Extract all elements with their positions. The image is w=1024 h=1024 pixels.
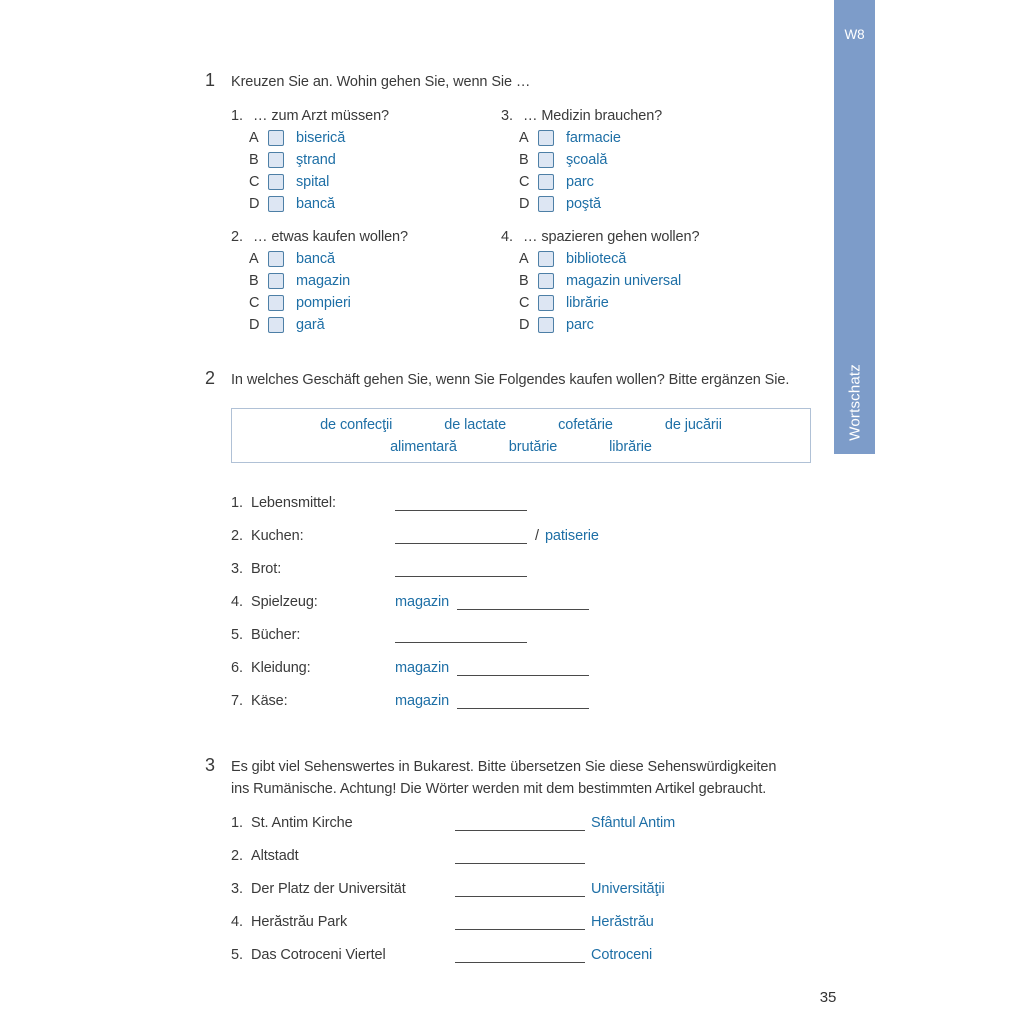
checkbox[interactable]	[268, 317, 284, 333]
exercise-1-title: Kreuzen Sie an. Wohin gehen Sie, wenn Sie …	[231, 74, 531, 90]
fill-item-1	[231, 492, 811, 514]
word-bank-box	[231, 408, 811, 463]
checkbox[interactable]	[538, 152, 554, 168]
option-row	[519, 292, 801, 314]
option-letter: C	[249, 174, 260, 190]
item-label: Der Platz der Universität	[251, 881, 406, 897]
option-label: magazin universal	[566, 273, 682, 289]
answer-blank[interactable]	[455, 848, 585, 864]
option-letter: B	[519, 152, 529, 168]
answer-text: Universităţii	[591, 881, 665, 897]
question-2	[231, 226, 531, 336]
option-row	[249, 193, 531, 215]
option-letter: B	[249, 273, 259, 289]
option-letter: B	[519, 273, 529, 289]
translate-item-5	[231, 944, 811, 966]
answer-blank[interactable]	[457, 660, 589, 676]
option-letter: D	[519, 317, 530, 333]
option-label: gară	[296, 317, 325, 333]
option-row	[249, 314, 531, 336]
option-row	[519, 270, 801, 292]
answer-blank[interactable]	[395, 528, 527, 544]
answer-blank[interactable]	[455, 914, 585, 930]
word-bank-word: librărie	[609, 439, 652, 455]
word-bank-word: de confecţii	[320, 417, 393, 433]
checkbox[interactable]	[538, 130, 554, 146]
option-label: ştrand	[296, 152, 336, 168]
option-label: bancă	[296, 196, 336, 212]
item-label: Herăstrău Park	[251, 914, 348, 930]
option-label: parc	[566, 174, 594, 190]
option-row	[249, 292, 531, 314]
checkbox[interactable]	[538, 317, 554, 333]
checkbox[interactable]	[268, 174, 284, 190]
question-3	[501, 105, 801, 215]
option-row	[249, 270, 531, 292]
option-letter: A	[249, 251, 259, 267]
option-label: poştă	[566, 196, 601, 212]
translate-item-2	[231, 845, 811, 867]
chapter-tab-label: Wortschatz	[846, 364, 863, 441]
item-label: Brot:	[251, 561, 282, 577]
translate-item-4	[231, 911, 811, 933]
question-3-head	[501, 105, 801, 127]
question-number: 3.	[501, 108, 513, 124]
checkbox[interactable]	[538, 295, 554, 311]
checkbox[interactable]	[538, 174, 554, 190]
fill-item-4	[231, 591, 811, 613]
item-label: Kleidung:	[251, 660, 311, 676]
word-bank-word: de lactate	[444, 417, 507, 433]
option-label: pompieri	[296, 295, 351, 311]
option-row	[519, 248, 801, 270]
option-row	[519, 193, 801, 215]
question-prompt: … Medizin brauchen?	[523, 108, 663, 124]
item-number: 6.	[231, 660, 243, 676]
option-label: spital	[296, 174, 330, 190]
item-number: 4.	[231, 914, 243, 930]
question-number: 4.	[501, 229, 513, 245]
item-number: 5.	[231, 947, 243, 963]
item-number: 4.	[231, 594, 243, 610]
item-label: Spielzeug:	[251, 594, 318, 610]
option-row	[249, 171, 531, 193]
item-number: 1.	[231, 815, 243, 831]
item-label: Lebensmittel:	[251, 495, 336, 511]
answer-blank[interactable]	[455, 881, 585, 897]
item-label: St. Antim Kirche	[251, 815, 353, 831]
option-letter: D	[249, 196, 260, 212]
word-bank-row	[232, 436, 810, 458]
fill-item-5	[231, 624, 811, 646]
option-label: magazin	[296, 273, 351, 289]
option-letter: D	[519, 196, 530, 212]
exercise-2-number: 2	[205, 368, 215, 388]
option-row	[519, 149, 801, 171]
question-4	[501, 226, 801, 336]
item-number: 2.	[231, 848, 243, 864]
answer-blank[interactable]	[395, 561, 527, 577]
slash-separator: /	[535, 528, 539, 544]
option-label: bancă	[296, 251, 336, 267]
fill-item-2	[231, 525, 811, 547]
question-2-head	[231, 226, 531, 248]
word-bank-word: brutărie	[508, 439, 558, 455]
checkbox[interactable]	[538, 273, 554, 289]
option-letter: B	[249, 152, 259, 168]
exercise-3-title-line2: ins Rumänische. Achtung! Die Wörter werden mit dem bestimmten Artikel gebraucht.	[231, 781, 767, 797]
option-row	[519, 171, 801, 193]
word-bank-word: cofetărie	[558, 417, 613, 433]
item-number: 3.	[231, 881, 243, 897]
answer-text: Cotroceni	[591, 947, 653, 963]
option-row	[519, 127, 801, 149]
option-letter: D	[249, 317, 260, 333]
translate-item-3	[231, 878, 811, 900]
item-label: Altstadt	[251, 848, 299, 864]
question-1-head	[231, 105, 531, 127]
answer-blank[interactable]	[457, 594, 589, 610]
option-row	[249, 149, 531, 171]
item-label: Kuchen:	[251, 528, 304, 544]
checkbox[interactable]	[268, 196, 284, 212]
option-letter: A	[519, 251, 529, 267]
answer-prefix: magazin	[395, 594, 450, 610]
exercise-1-number: 1	[205, 70, 215, 90]
chapter-tab-code: W8	[844, 27, 865, 42]
word-bank-word: de jucării	[664, 417, 722, 433]
option-row	[519, 314, 801, 336]
answer-text: Sfântul Antim	[591, 815, 676, 831]
checkbox[interactable]	[268, 273, 284, 289]
checkbox[interactable]	[538, 251, 554, 267]
option-label: librărie	[566, 295, 609, 311]
page-number: 35	[819, 989, 837, 1006]
question-prompt: … zum Arzt müssen?	[253, 108, 389, 124]
checkbox[interactable]	[268, 130, 284, 146]
item-label: Bücher:	[251, 627, 301, 643]
item-number: 5.	[231, 627, 243, 643]
item-number: 3.	[231, 561, 243, 577]
answer-blank[interactable]	[395, 627, 527, 643]
answer-blank[interactable]	[455, 815, 585, 831]
option-letter: C	[519, 174, 530, 190]
fill-item-3	[231, 558, 811, 580]
word-bank-word: alimentară	[390, 439, 457, 455]
item-label: Das Cotroceni Viertel	[251, 947, 386, 963]
option-label: şcoală	[566, 152, 608, 168]
chapter-tab	[834, 0, 875, 454]
checkbox[interactable]	[268, 152, 284, 168]
checkbox[interactable]	[268, 251, 284, 267]
exercise-3-title-line1: Es gibt viel Sehenswertes in Bukarest. Bitte übersetzen Sie diese Sehenswürdigkeiten	[231, 759, 777, 775]
answer-blank[interactable]	[395, 495, 527, 511]
question-4-head	[501, 226, 801, 248]
option-letter: A	[519, 130, 529, 146]
option-label: farmacie	[566, 130, 621, 146]
fill-item-6	[231, 657, 811, 679]
exercise-2-title: In welches Geschäft gehen Sie, wenn Sie Folgendes kaufen wollen? Bitte ergänzen Sie.	[231, 372, 790, 388]
item-number: 1.	[231, 495, 243, 511]
option-label: bibliotecă	[566, 251, 627, 267]
item-label: Käse:	[251, 693, 288, 709]
question-prompt: … etwas kaufen wollen?	[253, 229, 408, 245]
checkbox[interactable]	[538, 196, 554, 212]
answer-text: Herăstrău	[591, 914, 654, 930]
question-number: 2.	[231, 229, 243, 245]
fill-item-7	[231, 690, 811, 712]
answer-blank[interactable]	[457, 693, 589, 709]
answer-blank[interactable]	[455, 947, 585, 963]
exercise-3-number: 3	[205, 755, 215, 775]
option-letter: A	[249, 130, 259, 146]
answer-prefix: magazin	[395, 693, 450, 709]
translate-item-1	[231, 812, 811, 834]
answer-prefix: magazin	[395, 660, 450, 676]
question-1	[231, 105, 531, 215]
option-row	[249, 127, 531, 149]
word-bank-row	[232, 414, 810, 436]
answer-text: patiserie	[544, 528, 599, 544]
option-label: biserică	[296, 130, 346, 146]
checkbox[interactable]	[268, 295, 284, 311]
question-number: 1.	[231, 108, 243, 124]
option-label: parc	[566, 317, 594, 333]
question-prompt: … spazieren gehen wollen?	[523, 229, 700, 245]
item-number: 2.	[231, 528, 243, 544]
option-row	[249, 248, 531, 270]
option-letter: C	[249, 295, 260, 311]
option-letter: C	[519, 295, 530, 311]
item-number: 7.	[231, 693, 243, 709]
